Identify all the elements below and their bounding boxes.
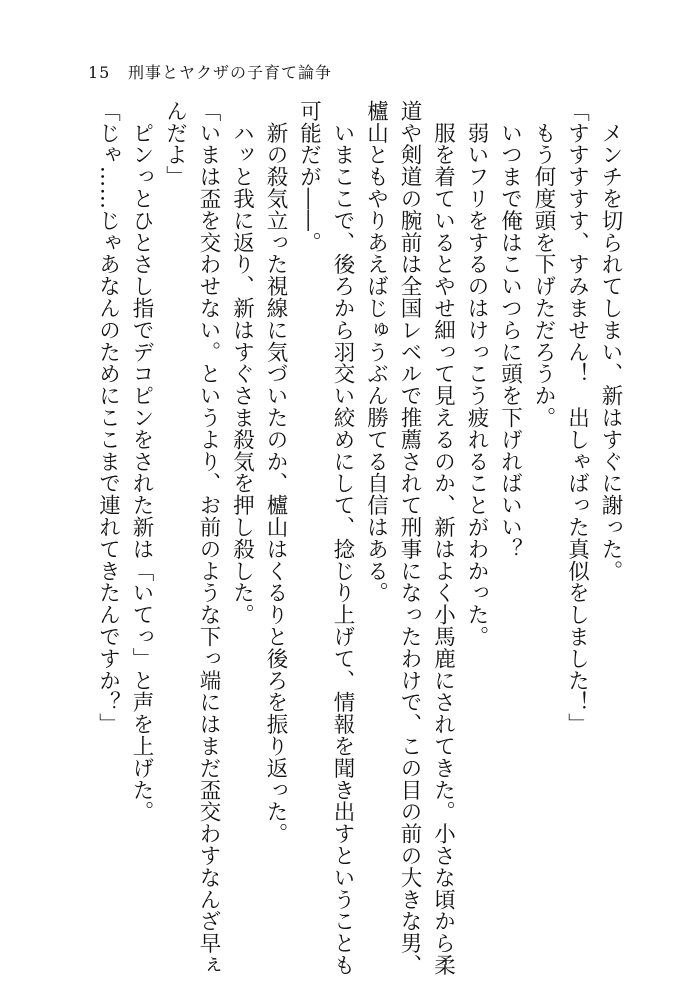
paragraph: 弱いフリをするのはけっこう疲れることがわかった。 [464,100,489,648]
paragraph: ピンっとひとさし指でデコピンをされた新は「いてっ」と声を上げた。 [129,100,154,823]
paragraph: 新の殺気立った視線に気づいたのか、櫨山はくるりと後ろを振り返った。 [263,100,288,845]
page-header [88,60,332,83]
paragraph: 「すすすすす、すみません！ 出しゃばった真似をしました！」 [564,100,590,736]
paragraph: ハッと我に返り、新はすぐさま殺気を押し殺した。 [229,100,255,626]
running-title: 刑事とヤクザの子育て論争 [128,63,333,82]
vertical-body-text [91,100,627,980]
paragraph: メンチを切られてしまい、新はすぐに謝った。 [598,100,623,582]
paragraph: いつまで俺はこいつらに頭を下げればいい？ [497,100,523,560]
paragraph: いまここで、後ろから羽交い絞めにして、捻じり上げて、情報を聞き出すということも可能だが――。 [296,100,355,976]
paragraph: 「いまは盃を交わせない。というより、お前のような下っ端にはまだ盃交わすなんざ早ぇんだよ」 [162,100,221,976]
paragraph: 「じゃ……じゃあなんのためにここまで連れてきたんですか？」 [95,100,121,736]
page-number: 15 [88,63,111,82]
paragraph: もう何度頭を下げただろうか。 [531,100,556,429]
paragraph: 服を着ているとやせ細って見えるのか、新はよく小馬鹿にされてきた。小さな頃から柔道や剣道の腕前は全国レベルで推薦されて刑事になったわけで、この目の前の大きな男、櫨山ともやりあえばじゅうぶん勝てる自信はある。 [363,100,456,976]
